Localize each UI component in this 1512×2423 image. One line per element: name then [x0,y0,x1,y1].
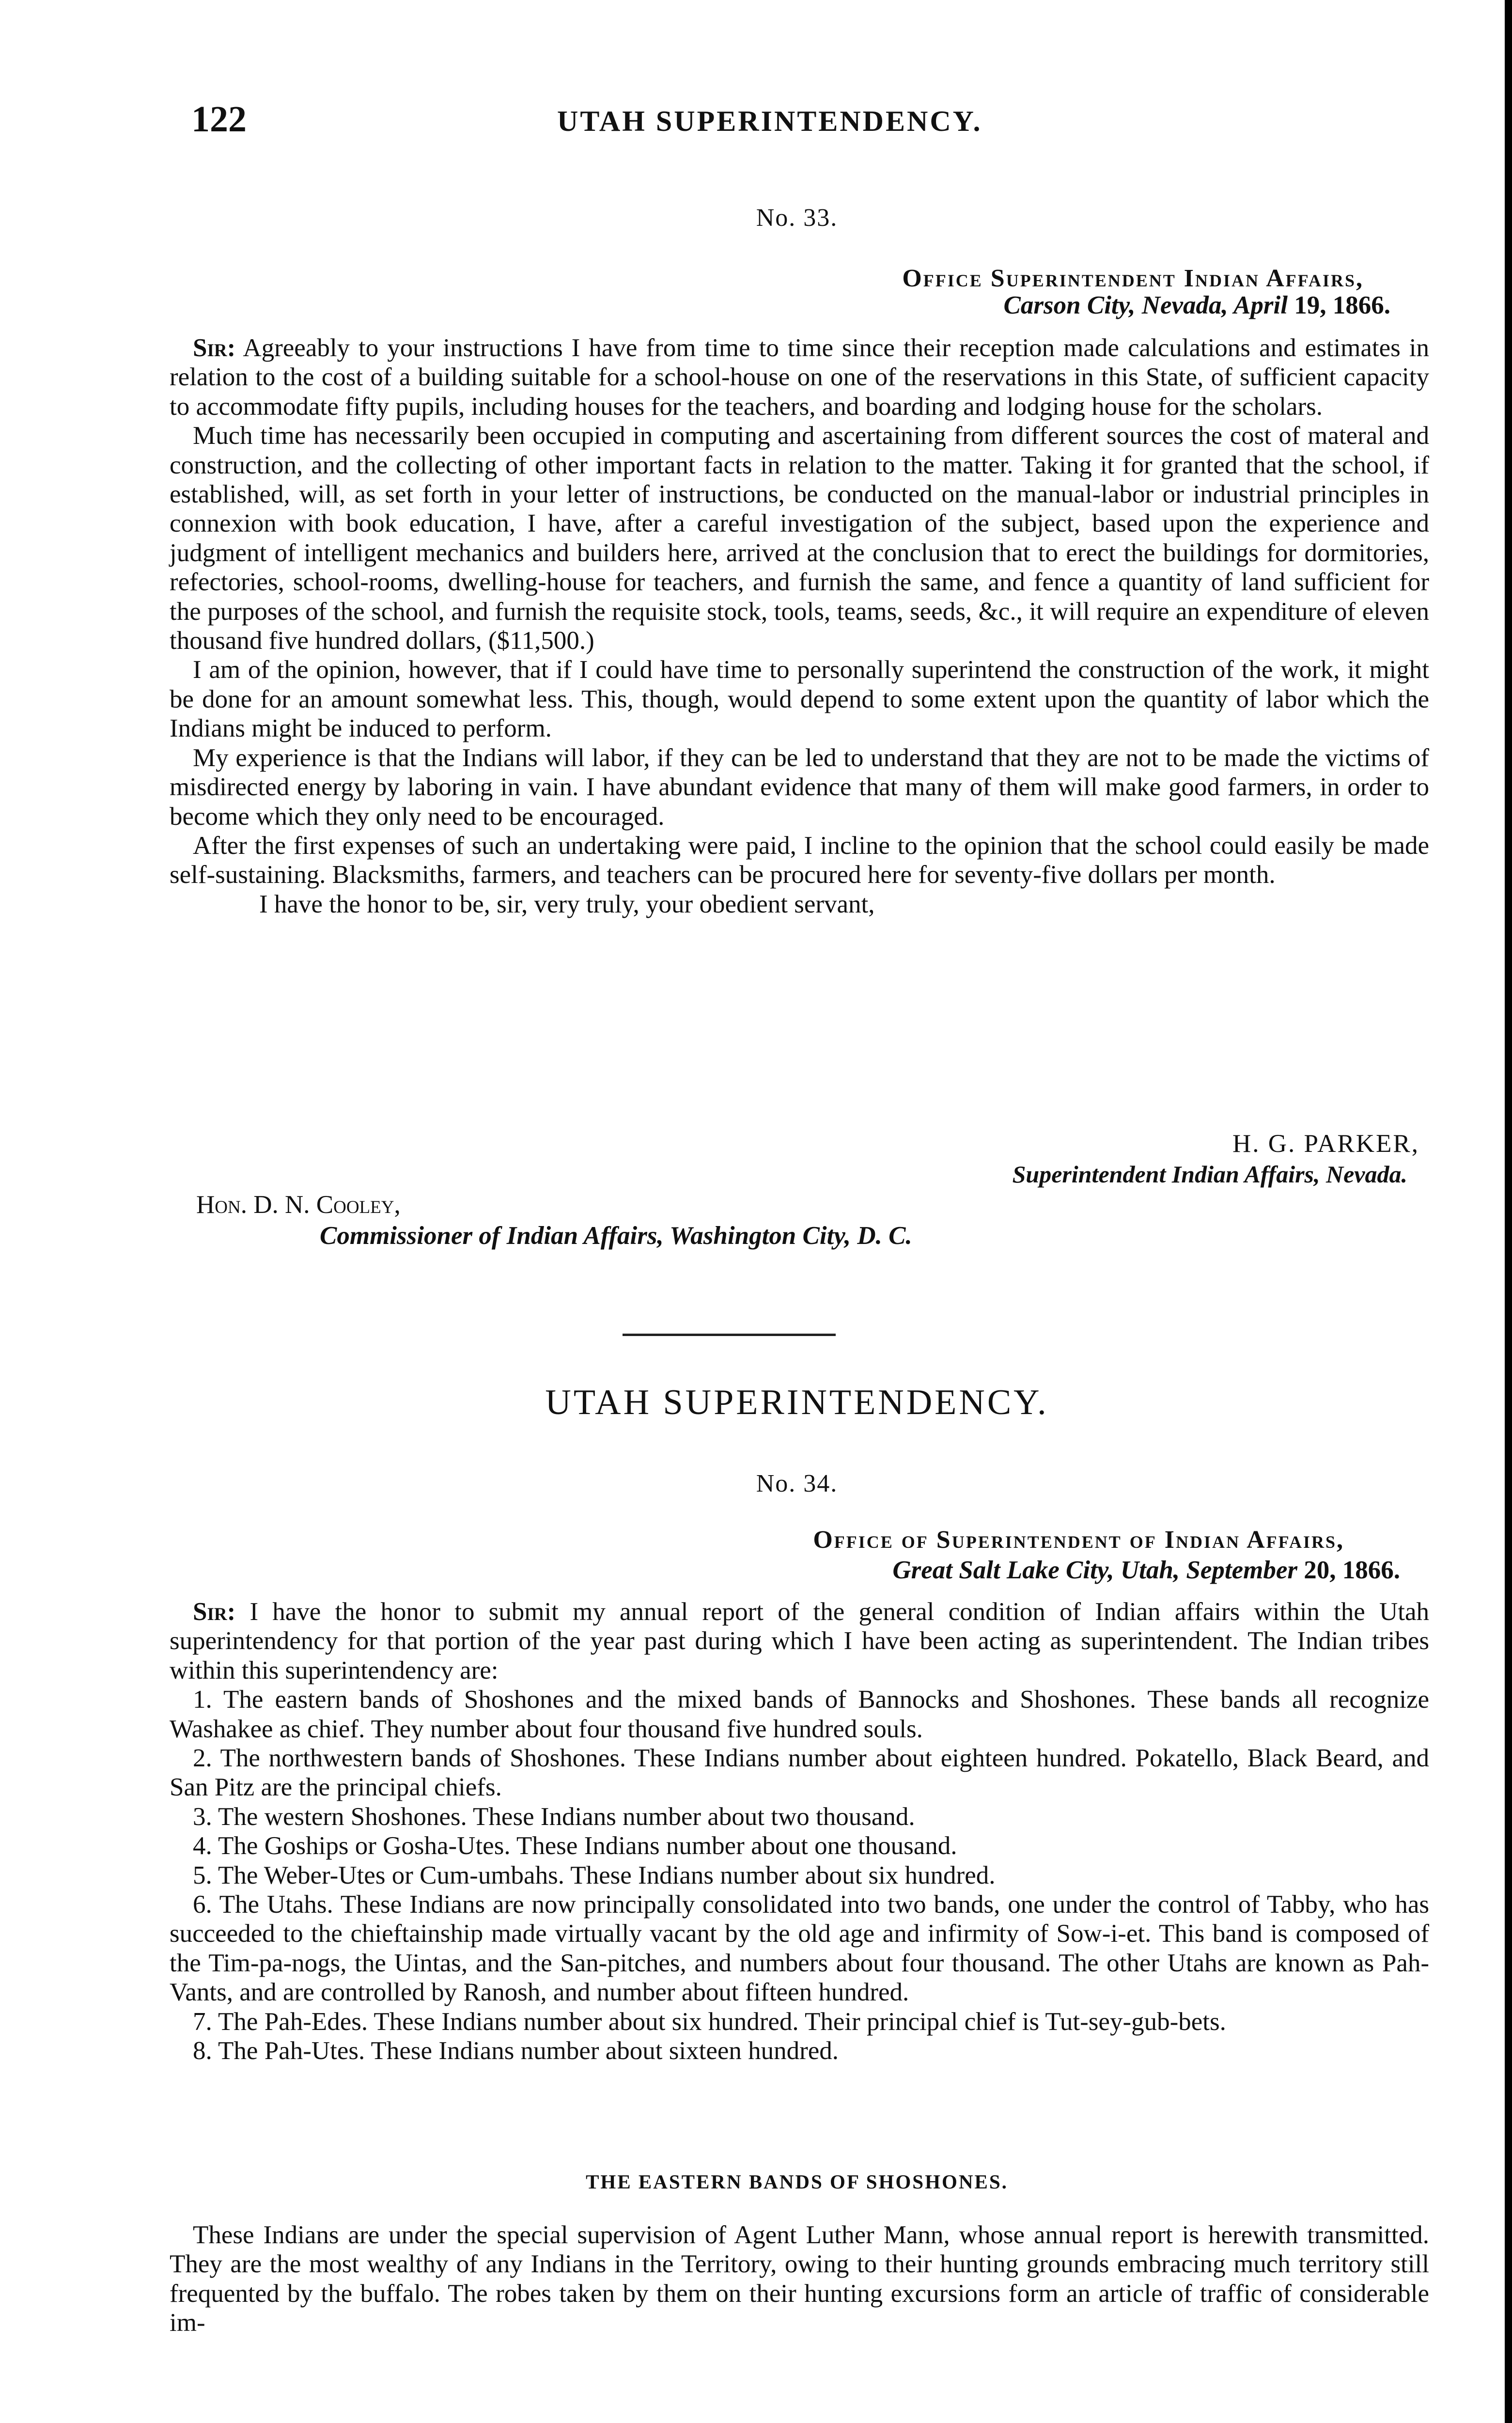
report-body [170,1597,1429,2066]
list-item: 4. The Goships or Gosha-Utes. These Indians number about one thousand. [193,1832,957,1860]
letter-number: No. 34. [756,1470,838,1497]
list-item: 3. The western Shoshones. These Indians number about two thousand. [193,1802,915,1831]
signer-title: Superintendent Indian Affairs, Nevada. [1012,1161,1407,1188]
paragraph: These Indians are under the special supervision of Agent Luther Mann, whose annual report is herewith transmitted. They are the most wealthy of any Indians in the Territory, owing to their hunting grounds embracing much territory still frequented by the buffalo. The robes taken by them on their hunting excursions form an article of traffic of considerable im- [170,2221,1429,2337]
dateline-place: Great Salt Lake City, Utah, September [892,1556,1297,1584]
section-title: UTAH SUPERINTENDENCY. [545,1383,1049,1422]
list-item: 7. The Pah-Edes. These Indians number about six hundred. Their principal chief is Tut-sey-gub-bets. [193,2007,1226,2036]
list-item: 8. The Pah-Utes. These Indians number about sixteen hundred. [193,2037,839,2065]
paragraph-text: Agreeably to your instructions I have from time to time since their reception made calculations and estimates in relation to the cost of a building suitable for a school-house on one of the reservations in this State, of sufficient capacity to accommodate fifty pupils, including houses for the teachers, and boarding and lodging house for the scholars. [170,334,1430,421]
scan-border-right [1505,0,1512,2423]
list-item: 6. The Utahs. These Indians are now principally consolidated into two bands, one under the control of Tabby, who has succeeded to the chieftainship made virtually vacant by the old age and infirmity of Sow-i-et. This band is composed of the Tim-pa-nogs, the Uintas, and the San-pitches, and numbers about four thousand. The other Utahs are known as Pah-Vants, and are controlled by Ranosh, and number about fifteen hundred. [170,1890,1429,2007]
running-title: UTAH SUPERINTENDENCY. [557,105,982,137]
office-heading: Office of Superintendent of Indian Affairs, [813,1526,1344,1554]
paragraph [170,333,1429,421]
paragraph: Much time has necessarily been occupied in computing and ascertaining from different sources the cost of materal and construction, and the collecting of other important facts in relation to the matter. Taking it for granted that the school, if established, will, as set forth in your letter of instructions, be conducted on the manual-labor or industrial principles in connexion with book education, I have, after a careful investigation of the subject, based upon the experience and judgment of intelligent mechanics and builders here, arrived at the conclusion that to erect the buildings for dormitories, refectories, school-rooms, dwelling-house for teachers, and furnish the same, and fence a quantity of land sufficient for the purposes of the school, and furnish the requisite stock, tools, teams, seeds, &c., it will require an expenditure of eleven thousand five hundred dollars, ($11,500.) [170,422,1429,655]
list-item: 2. The northwestern bands of Shoshones. These Indians number about eighteen hundred. Pokatello, Black Beard, and San Pitz are the principal chiefs. [170,1744,1429,1802]
dateline-date: 19, 1866. [1294,291,1390,319]
paragraph [170,1597,1429,1685]
closing-line: I have the honor to be, sir, very truly, your obedient servant, [259,890,875,918]
signer-name: H. G. PARKER, [1232,1130,1419,1158]
addressee-name: Hon. D. N. Cooley, [196,1191,401,1219]
dateline [160,1556,1400,1585]
dateline [160,291,1390,320]
letter-body [170,333,1429,919]
letter-number: No. 33. [756,204,838,232]
closing-paragraph-block [170,2220,1429,2338]
paragraph: After the first expenses of such an undertaking were paid, I incline to the opinion that the school could easily be made self-sustaining. Blacksmiths, farmers, and teachers can be procured here for seventy-five dollars per month. [170,831,1429,889]
page-number: 122 [191,99,247,140]
list-item: 5. The Weber-Utes or Cum-umbahs. These Indians number about six hundred. [193,1861,996,1889]
paragraph: I am of the opinion, however, that if I could have time to personally superintend the construction of the work, it might be done for an amount somewhat less. This, though, would depend to some extent upon the quantity of labor which the Indians might be induced to perform. [170,656,1429,743]
list-item: 1. The eastern bands of Shoshones and the mixed bands of Bannocks and Shoshones. These bands all recognize Washakee as chief. They number about four thousand five hundred souls. [170,1685,1429,1743]
paragraph: My experience is that the Indians will labor, if they can be led to understand that they are not to be made the victims of misdirected energy by laboring in vain. I have abundant evidence that many of them will make good farmers, in order to become which they only need to be encouraged. [170,743,1429,831]
section-divider [623,1334,836,1336]
dateline-place: Carson City, Nevada, April [1003,291,1288,319]
office-heading: Office Superintendent Indian Affairs, [902,265,1364,292]
salutation: Sir: [193,334,236,362]
subheading: THE EASTERN BANDS OF SHOSHONES. [586,2171,1008,2193]
addressee-title: Commissioner of Indian Affairs, Washington City, D. C. [320,1222,912,1250]
dateline-date: 20, 1866. [1304,1556,1400,1584]
paragraph-text: I have the honor to submit my annual report of the general condition of Indian affairs within the Utah superintendency for that portion of the year past during which I have been acting as superintendent. The Indian tribes within this superintendency are: [170,1598,1430,1684]
salutation: Sir: [193,1598,236,1626]
